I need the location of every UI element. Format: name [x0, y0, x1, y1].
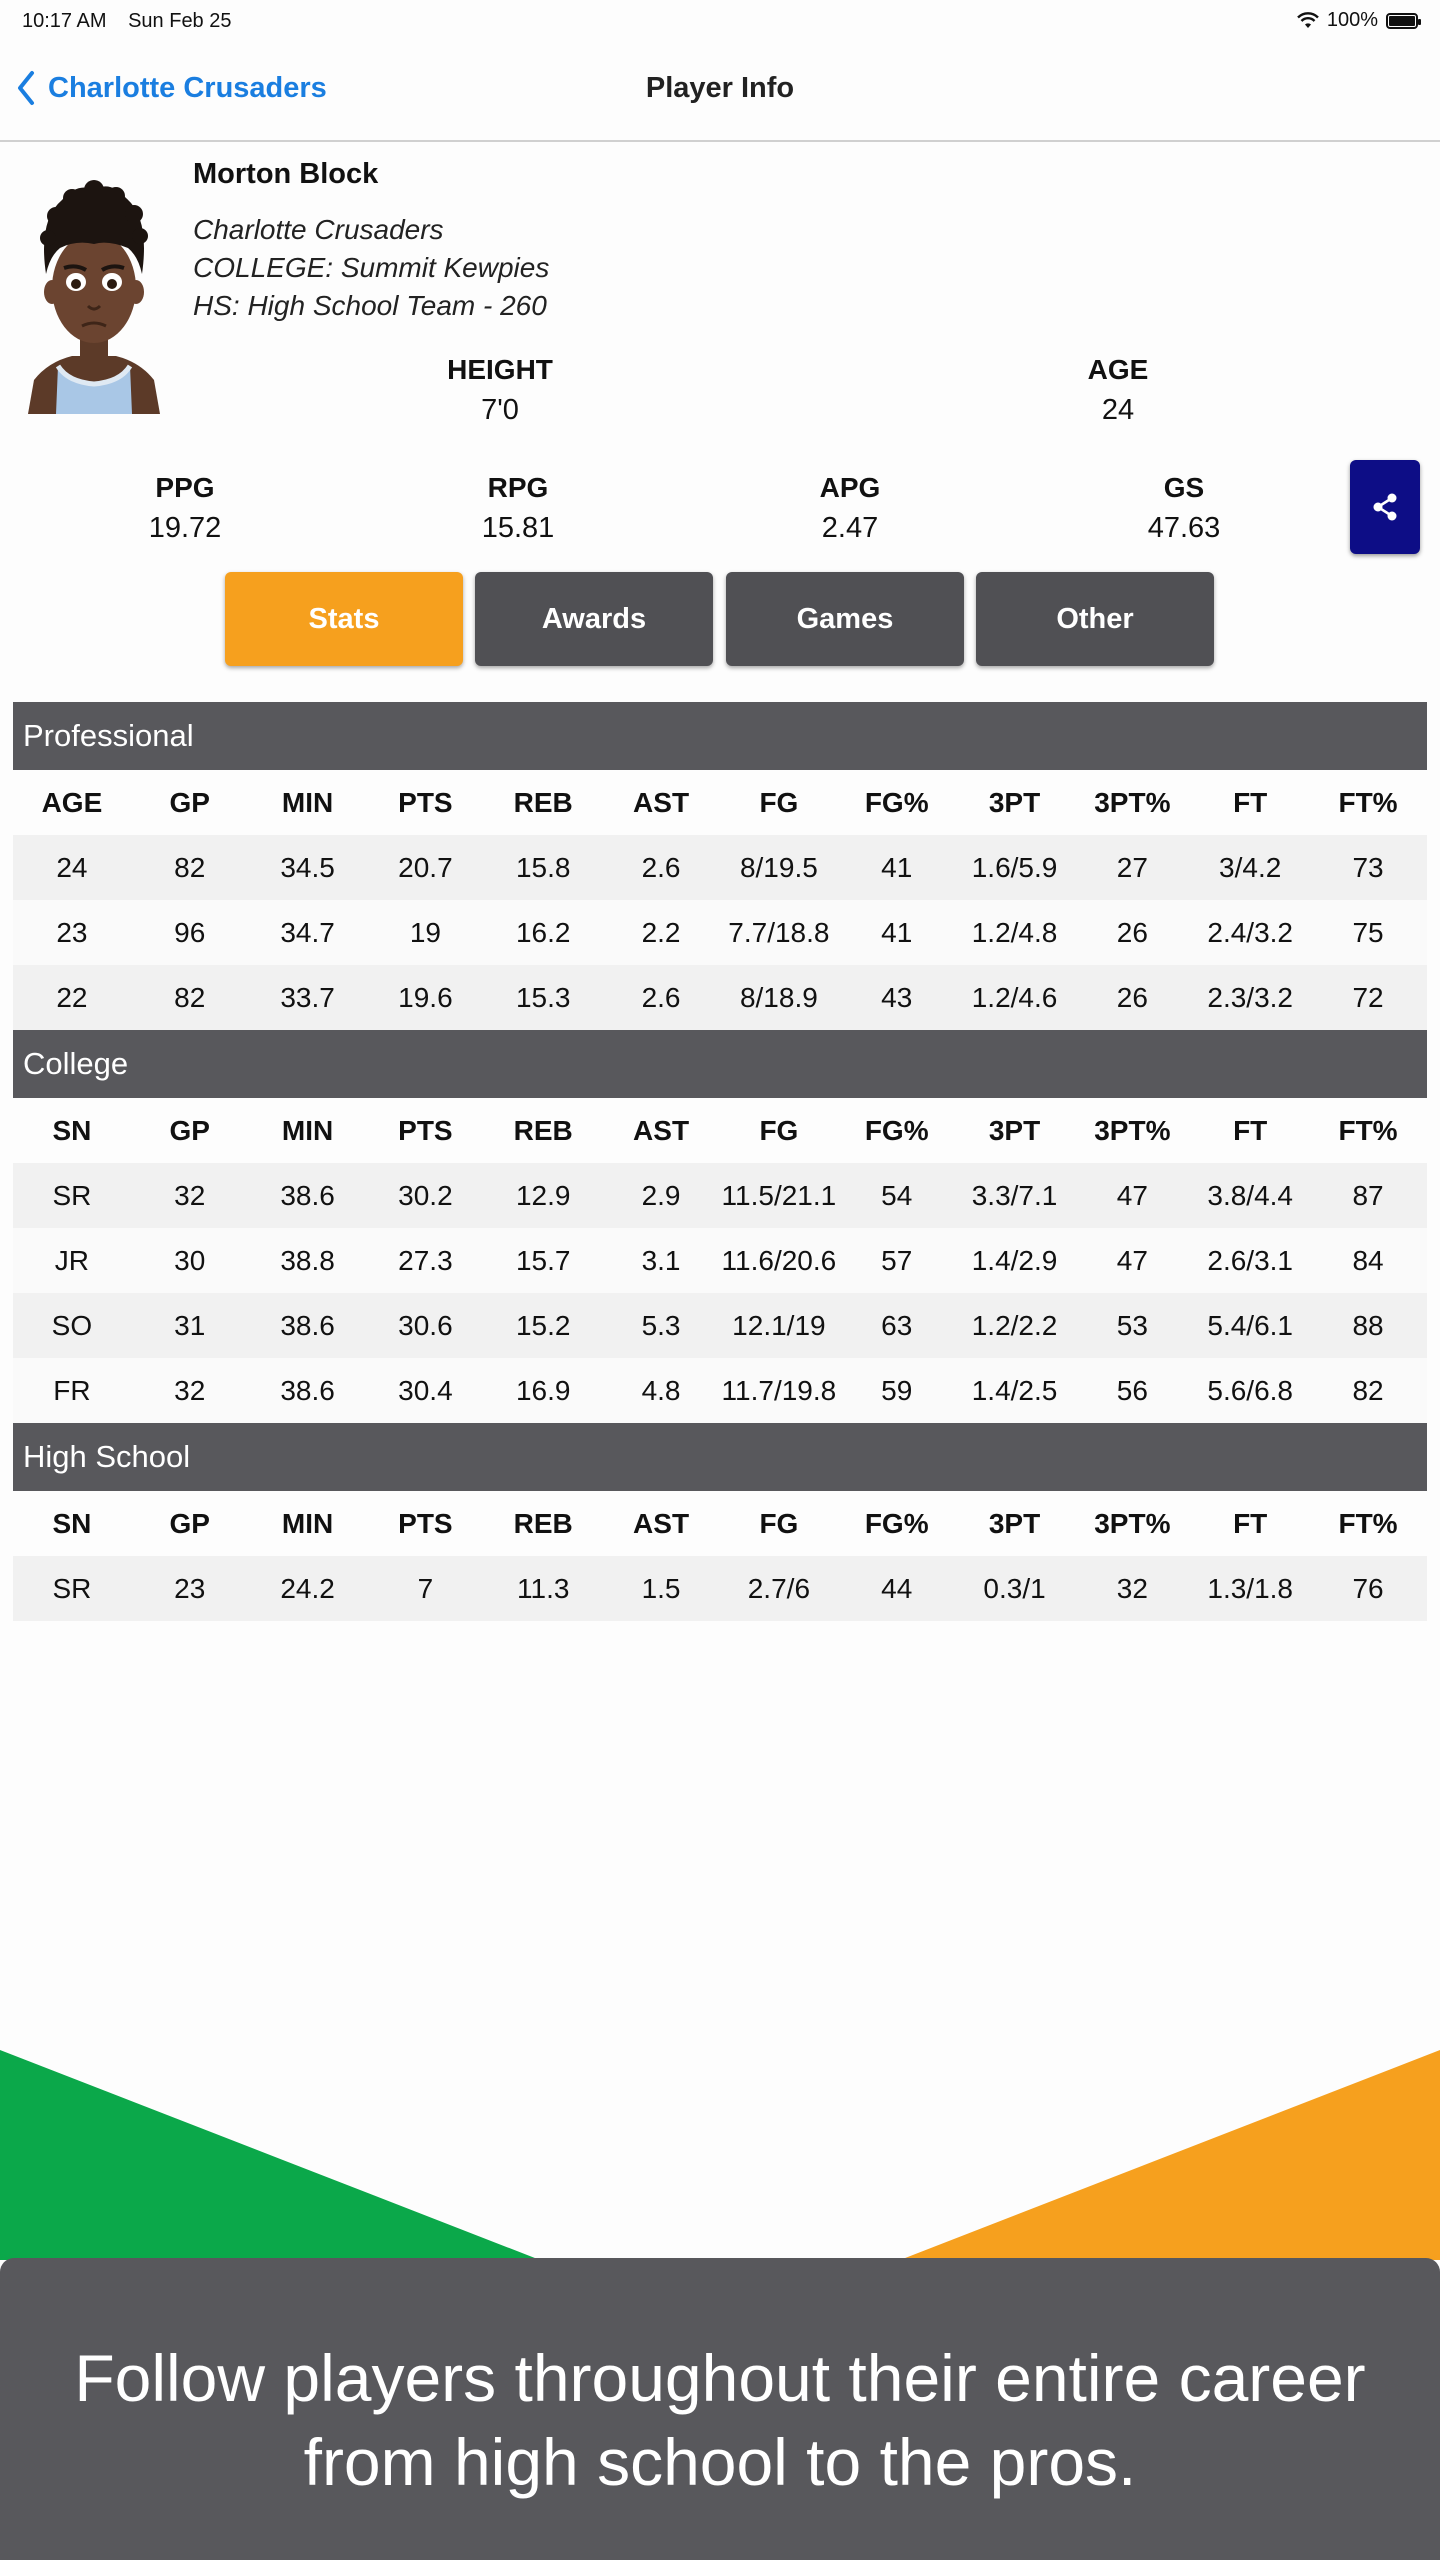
- share-icon: [1372, 493, 1398, 521]
- table-cell: 2.9: [641, 1180, 681, 1211]
- column-header: MIN: [281, 1115, 334, 1146]
- table-row: [13, 1358, 1427, 1423]
- table-cell: 0.3/1: [983, 1573, 1046, 1604]
- table-cell: 82: [1352, 1375, 1384, 1406]
- table-cell: 30: [174, 1245, 206, 1276]
- table-cell: 32: [1116, 1573, 1148, 1604]
- status-date: Sun Feb 25: [128, 10, 232, 32]
- table-cell: 7: [417, 1573, 434, 1604]
- column-header: 3PT: [988, 1115, 1041, 1146]
- table-cell: 15.3: [515, 982, 571, 1013]
- age-value: 24: [1101, 394, 1135, 426]
- table-cell: 3.1: [641, 1245, 681, 1276]
- table-cell: 84: [1352, 1245, 1384, 1276]
- ppg-stat: [65, 472, 305, 545]
- table-cell: 63: [881, 1310, 913, 1341]
- table-cell: SR: [52, 1573, 92, 1604]
- table-cell: 41: [881, 852, 913, 883]
- ppg-label: PPG: [155, 472, 215, 503]
- apg-stat: [730, 472, 970, 545]
- table-cell: 11.7/19.8: [721, 1375, 837, 1406]
- table-cell: 2.7/6: [747, 1573, 811, 1604]
- column-header: FG: [759, 1115, 799, 1146]
- table-cell: 31: [174, 1310, 206, 1341]
- table-cell: 15.2: [515, 1310, 571, 1341]
- table-cell: 76: [1352, 1573, 1384, 1604]
- battery-icon: [1386, 13, 1418, 29]
- table-cell: 5.4/6.1: [1207, 1310, 1294, 1341]
- table-cell: 30.2: [398, 1180, 453, 1211]
- promo-line-1: Follow players throughout their entire career: [74, 2341, 1366, 2415]
- table-cell: 8/19.5: [739, 852, 818, 883]
- table-cell: 2.3/3.2: [1207, 982, 1294, 1013]
- gs-stat: [1064, 472, 1304, 545]
- table-cell: 1.3/1.8: [1207, 1573, 1294, 1604]
- column-header: PTS: [398, 1115, 453, 1146]
- height-label: HEIGHT: [447, 354, 553, 385]
- column-header: AGE: [41, 787, 103, 818]
- table-cell: 26: [1116, 982, 1148, 1013]
- table-row: [13, 1163, 1427, 1228]
- column-header: PTS: [398, 1508, 453, 1539]
- column-header: FG%: [864, 1115, 929, 1146]
- column-header: 3PT: [988, 1508, 1041, 1539]
- table-cell: 2.2: [641, 917, 681, 948]
- table-cell: 1.2/2.2: [971, 1310, 1058, 1341]
- table-cell: 12.9: [515, 1180, 571, 1211]
- green-decoration: [0, 2050, 540, 2260]
- promo-line-2: from high school to the pros.: [303, 2425, 1137, 2499]
- table-cell: 4.8: [641, 1375, 681, 1406]
- table-cell: 30.4: [398, 1375, 453, 1406]
- table-cell: 59: [881, 1375, 913, 1406]
- table-cell: 2.4/3.2: [1207, 917, 1294, 948]
- table-cell: 7.7/18.8: [728, 917, 830, 948]
- table-cell: 19: [409, 917, 441, 948]
- table-cell: 16.9: [515, 1375, 571, 1406]
- column-header: AST: [633, 1115, 690, 1146]
- section-header: High School: [13, 1423, 1427, 1491]
- table-cell: 16.2: [515, 917, 571, 948]
- tab-awards[interactable]: Awards: [475, 572, 713, 666]
- column-header: FT%: [1338, 1115, 1398, 1146]
- table-cell: 34.5: [280, 852, 335, 883]
- column-header: FG%: [864, 1508, 929, 1539]
- table-cell: 32: [174, 1375, 206, 1406]
- table-cell: 75: [1352, 917, 1384, 948]
- column-header: FG: [759, 787, 799, 818]
- table-cell: 24.2: [280, 1573, 335, 1604]
- table-cell: 1.6/5.9: [971, 852, 1058, 883]
- rpg-label: RPG: [487, 472, 549, 503]
- table-cell: 26: [1116, 917, 1148, 948]
- apg-label: APG: [819, 472, 881, 503]
- table-cell: 47: [1116, 1245, 1148, 1276]
- table-cell: JR: [54, 1245, 90, 1276]
- tab-other[interactable]: Other: [976, 572, 1214, 666]
- column-header: FG%: [864, 787, 929, 818]
- column-header: GP: [169, 1508, 210, 1539]
- column-header: FT: [1233, 787, 1268, 818]
- navigation-bar: [0, 44, 1440, 142]
- table-row: [13, 1556, 1427, 1621]
- table-cell: 20.7: [398, 852, 453, 883]
- height-value: 7'0: [481, 394, 519, 426]
- table-cell: 38.6: [280, 1310, 335, 1341]
- section-header: Professional: [13, 702, 1427, 770]
- page-title: Player Info: [645, 72, 795, 104]
- table-cell: 38.8: [280, 1245, 335, 1276]
- table-row: [13, 835, 1427, 900]
- column-header: REB: [513, 787, 573, 818]
- table-cell: 87: [1352, 1180, 1384, 1211]
- table-cell: 15.7: [515, 1245, 571, 1276]
- height-stat: [380, 354, 620, 427]
- table-cell: 27.3: [398, 1245, 453, 1276]
- table-cell: 1.4/2.5: [971, 1375, 1058, 1406]
- column-header: SN: [52, 1508, 92, 1539]
- player-team: Charlotte Crusaders: [193, 214, 444, 245]
- promo-banner: [0, 2258, 1440, 2560]
- table-cell: 23: [56, 917, 88, 948]
- column-header: PTS: [398, 787, 453, 818]
- column-header: REB: [513, 1115, 573, 1146]
- column-header: 3PT%: [1094, 1115, 1171, 1146]
- ppg-value: 19.72: [148, 512, 222, 544]
- table-cell: 1.5: [641, 1573, 681, 1604]
- table-cell: 1.2/4.8: [971, 917, 1058, 948]
- column-header: 3PT: [988, 787, 1041, 818]
- table-cell: 43: [881, 982, 913, 1013]
- column-header: GP: [169, 787, 210, 818]
- table-cell: 1.4/2.9: [971, 1245, 1058, 1276]
- table-header-row: [13, 1098, 1427, 1163]
- table-cell: 12.1/19: [732, 1310, 826, 1341]
- table-cell: 30.6: [398, 1310, 453, 1341]
- section-header: College: [13, 1030, 1427, 1098]
- status-indicators: [1297, 9, 1418, 32]
- table-header-row: [13, 770, 1427, 835]
- column-header: AST: [633, 787, 690, 818]
- column-header: FT%: [1338, 787, 1398, 818]
- battery-percent: 100%: [1326, 9, 1378, 31]
- table-row: [13, 900, 1427, 965]
- table-cell: 38.6: [280, 1375, 335, 1406]
- table-cell: 33.7: [280, 982, 335, 1013]
- rpg-value: 15.81: [481, 512, 555, 544]
- table-cell: 96: [174, 917, 206, 948]
- table-cell: SR: [52, 1180, 92, 1211]
- table-cell: 5.6/6.8: [1207, 1375, 1294, 1406]
- table-cell: 23: [174, 1573, 206, 1604]
- table-cell: 32: [174, 1180, 206, 1211]
- table-cell: 15.8: [515, 852, 571, 883]
- table-row: [13, 1293, 1427, 1358]
- table-cell: 88: [1352, 1310, 1384, 1341]
- column-header: FT: [1233, 1508, 1268, 1539]
- back-label: Charlotte Crusaders: [48, 71, 327, 104]
- table-cell: 24: [56, 852, 88, 883]
- table-cell: 82: [174, 982, 206, 1013]
- table-cell: 47: [1116, 1180, 1148, 1211]
- table-cell: FR: [53, 1375, 91, 1406]
- table-cell: 54: [881, 1180, 913, 1211]
- table-row: [13, 965, 1427, 1030]
- table-cell: 3/4.2: [1219, 852, 1282, 883]
- table-cell: 73: [1352, 852, 1384, 883]
- column-header: 3PT%: [1094, 787, 1171, 818]
- column-header: 3PT%: [1094, 1508, 1171, 1539]
- apg-value: 2.47: [821, 512, 879, 544]
- table-cell: 2.6: [641, 852, 681, 883]
- table-cell: 2.6/3.1: [1207, 1245, 1294, 1276]
- column-header: GP: [169, 1115, 210, 1146]
- table-cell: 3.8/4.4: [1207, 1180, 1294, 1211]
- player-avatar: [28, 170, 160, 414]
- table-cell: 22: [56, 982, 88, 1013]
- age-stat: [998, 354, 1238, 427]
- table-cell: 56: [1116, 1375, 1148, 1406]
- table-row: [13, 1228, 1427, 1293]
- player-name: Morton Block: [193, 158, 379, 190]
- table-cell: 41: [881, 917, 913, 948]
- tab-stats[interactable]: Stats: [225, 572, 463, 666]
- table-cell: 3.3/7.1: [971, 1180, 1058, 1211]
- table-cell: 11.6/20.6: [721, 1245, 837, 1276]
- table-cell: 72: [1352, 982, 1384, 1013]
- table-cell: 44: [881, 1573, 913, 1604]
- column-header: FT%: [1338, 1508, 1398, 1539]
- column-header: REB: [513, 1508, 573, 1539]
- table-cell: 38.6: [280, 1180, 335, 1211]
- table-cell: 2.6: [641, 982, 681, 1013]
- player-college: COLLEGE: Summit Kewpies: [193, 252, 550, 283]
- age-label: AGE: [1087, 354, 1149, 385]
- column-header: FT: [1233, 1115, 1268, 1146]
- table-cell: 5.3: [641, 1310, 681, 1341]
- table-cell: 53: [1116, 1310, 1148, 1341]
- table-cell: 27: [1116, 852, 1148, 883]
- gs-label: GS: [1163, 472, 1205, 503]
- column-header: MIN: [281, 787, 334, 818]
- table-header-row: [13, 1491, 1427, 1556]
- table-cell: 1.2/4.6: [971, 982, 1058, 1013]
- table-cell: 11.5/21.1: [721, 1180, 837, 1211]
- table-cell: SO: [51, 1310, 93, 1341]
- orange-decoration: [900, 2050, 1440, 2260]
- share-button[interactable]: [1350, 460, 1420, 554]
- rpg-stat: [398, 472, 638, 545]
- table-cell: 8/18.9: [739, 982, 818, 1013]
- column-header: FG: [759, 1508, 799, 1539]
- table-cell: 57: [881, 1245, 913, 1276]
- status-time: 10:17 AM: [22, 10, 107, 32]
- status-time-date: [22, 10, 248, 33]
- player-high-school: HS: High School Team - 260: [193, 290, 547, 321]
- table-cell: 82: [174, 852, 206, 883]
- table-cell: 19.6: [398, 982, 453, 1013]
- table-cell: 34.7: [280, 917, 335, 948]
- column-header: AST: [633, 1508, 690, 1539]
- wifi-icon: [1297, 12, 1319, 30]
- tab-games[interactable]: Games: [726, 572, 964, 666]
- status-bar: [0, 0, 1440, 44]
- gs-value: 47.63: [1147, 512, 1221, 544]
- column-header: MIN: [281, 1508, 334, 1539]
- table-cell: 11.3: [517, 1573, 570, 1604]
- column-header: SN: [52, 1115, 92, 1146]
